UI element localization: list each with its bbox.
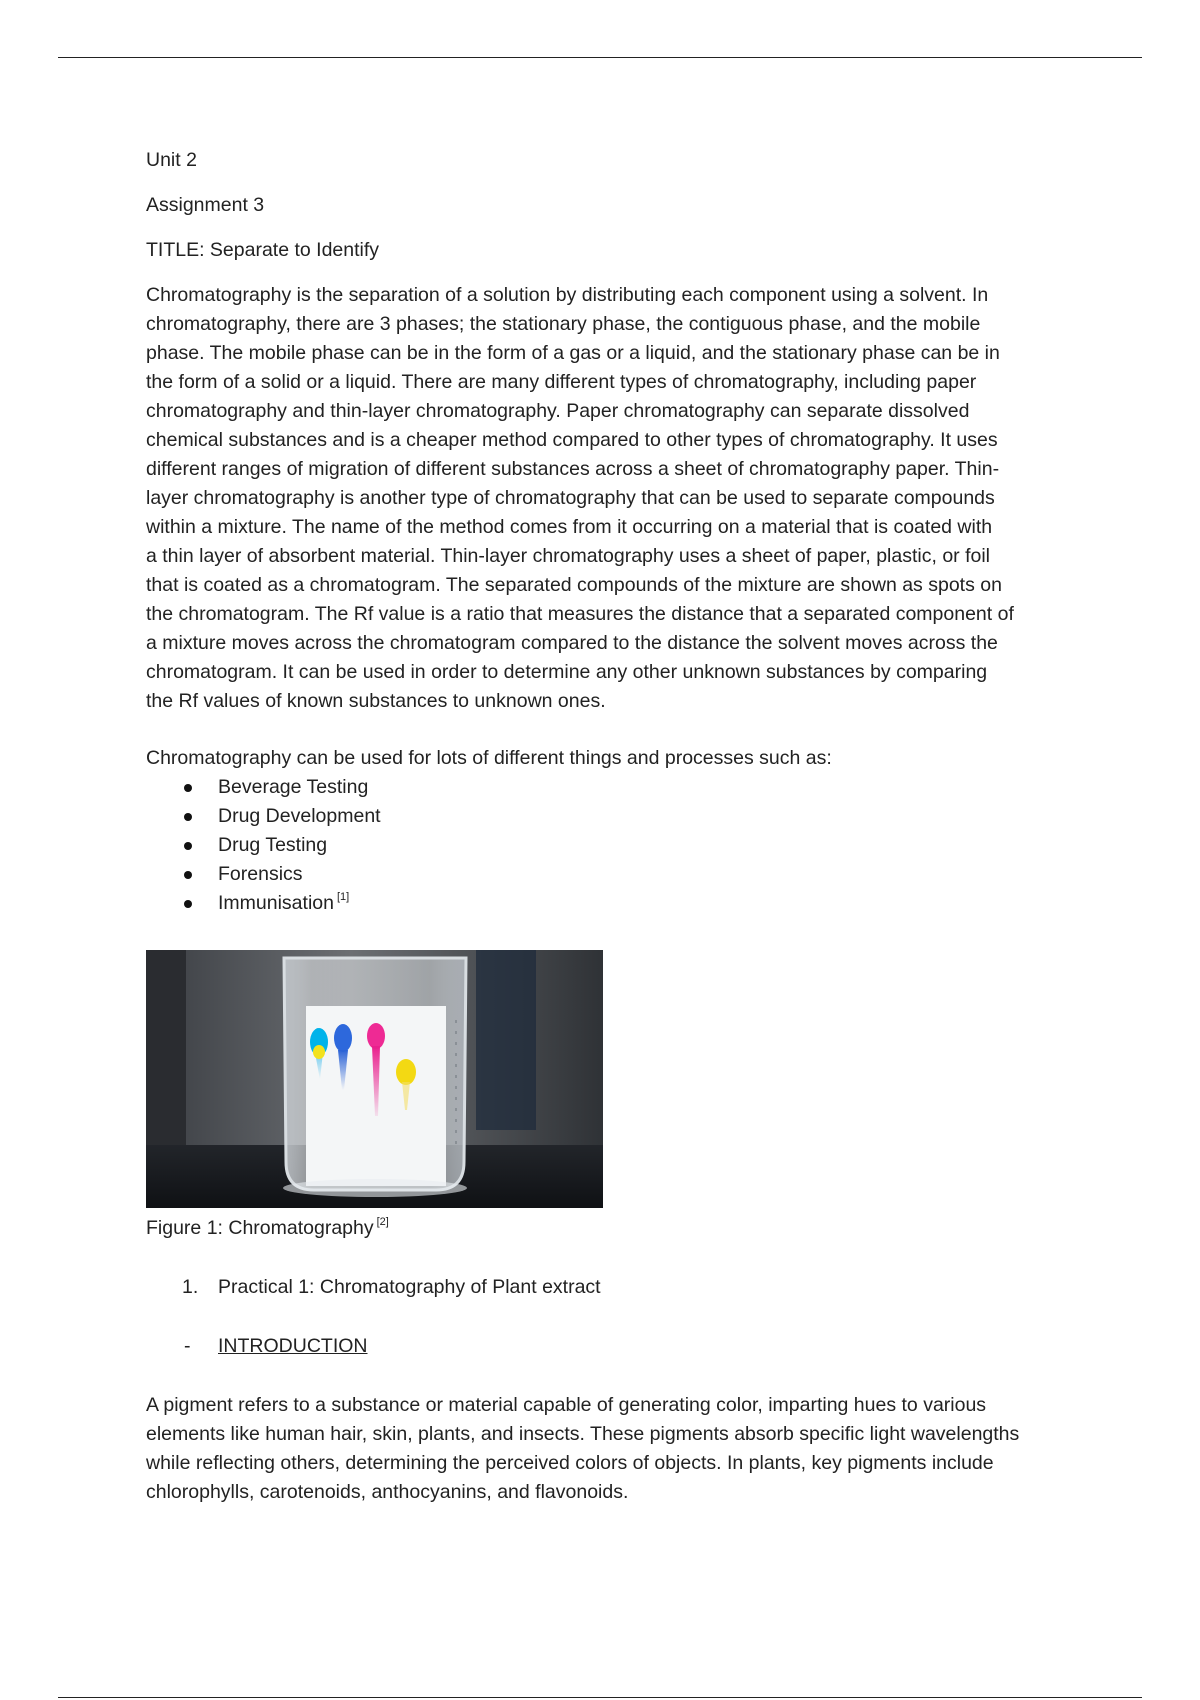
bullet-icon: [184, 784, 192, 792]
paragraph-line: different ranges of migration of different substances across a sheet of chromatography paper. Thin-: [146, 458, 1000, 480]
paragraph-line: the form of a solid or a liquid. There are many different types of chromatography, including paper: [146, 371, 977, 393]
practical-heading: [146, 1273, 1066, 1302]
unit-label: Unit 2: [146, 149, 197, 171]
intro-paragraph: [146, 281, 1066, 716]
paragraph-line: chromatography and thin-layer chromatography. Paper chromatography can separate dissolved: [146, 400, 970, 422]
bullet-icon: [184, 900, 192, 908]
figure-caption-text: Figure 1: Chromatography: [146, 1217, 374, 1239]
paragraph-line: chromatogram. It can be used in order to determine any other unknown substances by comparing: [146, 661, 988, 683]
list-item: [146, 802, 1066, 831]
list-item: [146, 831, 1066, 860]
list-number: 1.: [182, 1276, 199, 1298]
bullet-icon: [184, 813, 192, 821]
uses-list: [146, 773, 1066, 918]
header-rule: [58, 57, 1142, 58]
uses-intro: Chromatography can be used for lots of different things and processes such as:: [146, 747, 832, 769]
list-item-label: Drug Development: [218, 805, 381, 827]
bullet-icon: [184, 842, 192, 850]
paragraph-line: chlorophylls, carotenoids, anthocyanins, and flavonoids.: [146, 1481, 629, 1503]
paragraph-line: chemical substances and is a cheaper method compared to other types of chromatography. It uses: [146, 429, 998, 451]
list-item-label: Drug Testing: [218, 834, 328, 856]
chromatography-photo: [146, 950, 603, 1208]
document-title: TITLE: Separate to Identify: [146, 239, 380, 261]
list-item-label: Forensics: [218, 863, 303, 885]
paragraph-line: that is coated as a chromatogram. The separated compounds of the mixture are shown as spots on: [146, 574, 1002, 596]
paragraph-line: phase. The mobile phase can be in the form of a gas or a liquid, and the stationary phase can be in: [146, 342, 1000, 364]
paragraph-line: chromatography, there are 3 phases; the stationary phase, the contiguous phase, and the mobile: [146, 313, 981, 335]
paragraph-line: Chromatography is the separation of a solution by distributing each component using a solvent. In: [146, 284, 989, 306]
paragraph-line: elements like human hair, skin, plants, and insects. These pigments absorb specific light wavelengths: [146, 1423, 1020, 1445]
list-item: [146, 773, 1066, 802]
footer-rule: [58, 1697, 1142, 1698]
paragraph-line: the Rf values of known substances to unknown ones.: [146, 690, 606, 712]
dash-marker: -: [184, 1335, 191, 1357]
list-item-label: Beverage Testing: [218, 776, 369, 798]
paragraph-line: while reflecting others, determining the perceived colors of objects. In plants, key pigments include: [146, 1452, 994, 1474]
paragraph-line: within a mixture. The name of the method comes from it occurring on a material that is coated with: [146, 516, 993, 538]
paragraph-line: the chromatogram. The Rf value is a ratio that measures the distance that a separated component of: [146, 603, 1014, 625]
introduction-heading: INTRODUCTION: [218, 1335, 368, 1357]
figure-caption: [146, 1214, 1066, 1243]
document-page: [146, 146, 1066, 1535]
citation-ref: [1]: [336, 891, 350, 903]
list-item-label: Immunisation: [218, 892, 334, 914]
pigment-paragraph: [146, 1391, 1066, 1507]
paragraph-line: A pigment refers to a substance or material capable of generating color, imparting hues to various: [146, 1394, 987, 1416]
bullet-icon: [184, 871, 192, 879]
citation-ref: [2]: [376, 1216, 389, 1228]
assignment-label: Assignment 3: [146, 194, 265, 216]
paragraph-line: a thin layer of absorbent material. Thin-layer chromatography uses a sheet of paper, plastic, or foil: [146, 545, 991, 567]
paragraph-line: a mixture moves across the chromatogram compared to the distance the solvent moves across the: [146, 632, 998, 654]
paragraph-line: layer chromatography is another type of chromatography that can be used to separate compounds: [146, 487, 995, 509]
list-item: [146, 889, 1066, 918]
practical-title: Practical 1: Chromatography of Plant extract: [218, 1276, 601, 1298]
section-heading: [146, 1332, 1066, 1361]
list-item: [146, 860, 1066, 889]
